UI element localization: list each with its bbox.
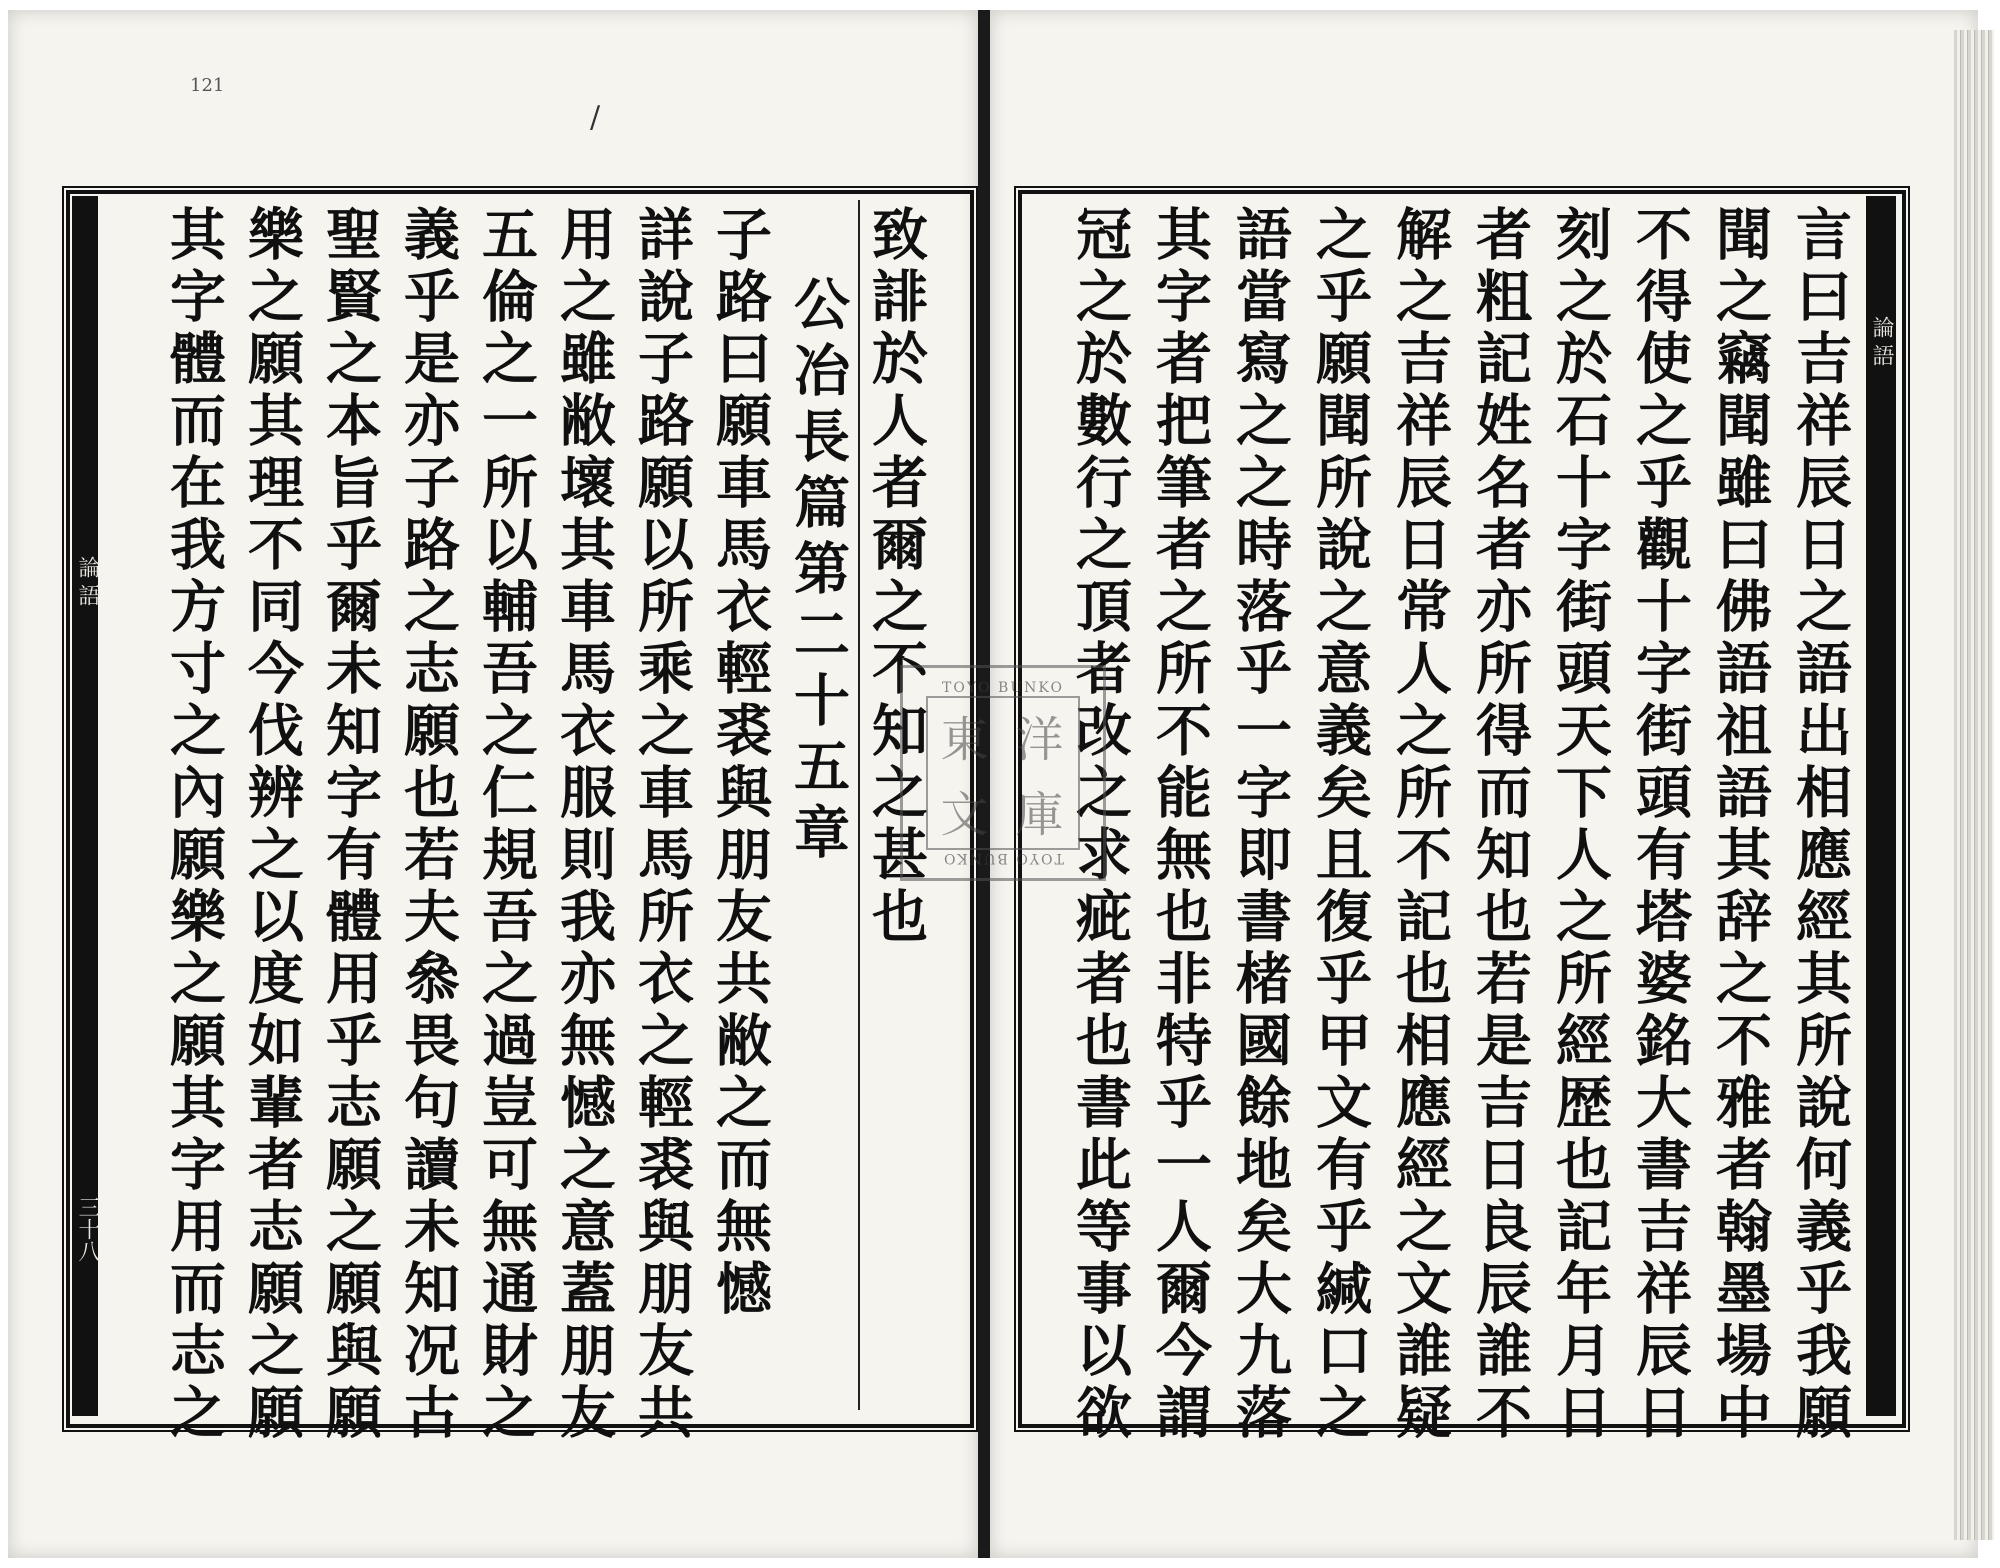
- left-chapter-heading: 公冶長篇第二十五章: [785, 275, 851, 869]
- seal-top-text: TOYO BUNKO: [942, 680, 1064, 696]
- left-fishtail-band: [72, 196, 98, 1416]
- seal-glyph-grid: [926, 696, 1080, 850]
- left-column-1: 致誹於人者爾之不知之甚也: [863, 205, 929, 949]
- left-column-8: 聖賢之本旨乎爾未知字有體用乎志願之願與願: [317, 205, 383, 1445]
- seal-glyph: 文: [940, 787, 991, 843]
- right-column-2: 聞之竊聞雖曰佛語祖語其辞之不雅者翰墨場中: [1707, 205, 1773, 1445]
- library-seal: [900, 665, 1106, 881]
- page-stroke-mark: /: [590, 100, 601, 135]
- seal-glyph: 庫: [1015, 787, 1066, 843]
- left-column-10: 其字體而在我方寸之內願樂之願其字用而志之: [161, 205, 227, 1445]
- left-column-6: 五倫之一所以輔吾之仁規吾之過豈可無通財之: [473, 205, 539, 1445]
- seal-glyph: 洋: [1015, 712, 1066, 768]
- left-column-rule: [858, 200, 860, 1410]
- left-top-margin-mark: 121: [190, 75, 225, 96]
- left-band-title: 論語: [75, 556, 100, 612]
- page-edges: [1954, 30, 1994, 1540]
- left-column-4: 詳說子路願以所乘之車馬所衣之輕裘與朋友共: [629, 205, 695, 1445]
- seal-bottom-text: TOYO BUNKO: [942, 850, 1064, 866]
- right-column-10: 冠之於數行之頂者改之求疵者也書此等事以欲: [1067, 205, 1133, 1445]
- right-column-7: 之乎願聞所說之意義矣且復乎甲文有乎緘口之: [1307, 205, 1373, 1445]
- right-column-9: 其字者把筆者之所不能無也非特乎一人爾今謂: [1147, 205, 1213, 1445]
- right-fishtail-band: [1866, 196, 1896, 1416]
- left-column-3: 子路曰願車馬衣輕裘與朋友共敝之而無憾: [707, 205, 773, 1321]
- right-column-3: 不得使之乎觀十字街頭有塔婆銘大書吉祥辰日: [1627, 205, 1693, 1445]
- right-column-4: 刻之於石十字街頭天下人之所經歴也記年月日: [1547, 205, 1613, 1445]
- right-column-5: 者粗記姓名者亦所得而知也若是吉日良辰誰不: [1467, 205, 1533, 1445]
- left-column-7: 義乎是亦子路之志願也若夫叅畏句讀未知况古: [395, 205, 461, 1445]
- right-column-8: 語當寫之之時落乎一字即書楮國餘地矣大九落: [1227, 205, 1293, 1445]
- right-column-6: 解之吉祥辰日常人之所不記也相應經之文誰疑: [1387, 205, 1453, 1445]
- left-band-folio: 三十八: [75, 1196, 100, 1262]
- right-column-1: 言曰吉祥辰日之語出相應經其所說何義乎我願: [1787, 205, 1853, 1445]
- left-column-5: 用之雖敝壞其車馬衣服則我亦無憾之意蓋朋友: [551, 205, 617, 1445]
- seal-glyph: 東: [940, 712, 991, 768]
- right-band-title: 論語: [1869, 316, 1894, 372]
- left-column-9: 樂之願其理不同今伐辨之以度如輩者志願之願: [239, 205, 305, 1445]
